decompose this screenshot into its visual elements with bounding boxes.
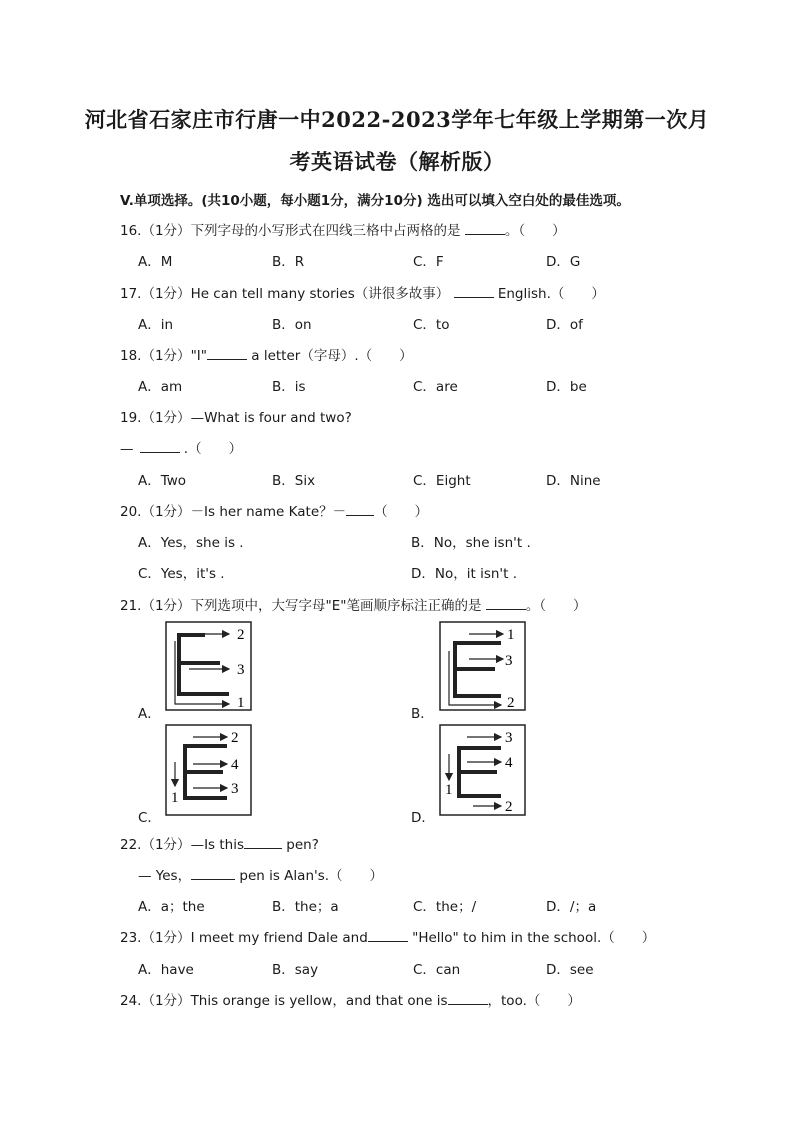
option-c: C．are [413, 379, 458, 395]
stroke-label: 3 [237, 662, 245, 678]
option-d: D．/；a [546, 899, 597, 915]
option-a: A．Two [138, 473, 187, 489]
option-b: B． [411, 706, 434, 722]
option-a: A．M [138, 254, 173, 270]
question-21: 21.（1分）下列选项中，大写字母"E"笔画顺序标注正确的是 。（ ） [120, 598, 587, 614]
option-d: D．G [546, 254, 581, 270]
answer-blank [140, 440, 180, 453]
option-a: A．am [138, 379, 183, 395]
stroke-label: 3 [231, 781, 239, 797]
option-b: B．No，she isn't . [411, 535, 531, 551]
option-a: A． [138, 706, 161, 722]
answer-blank [346, 503, 374, 516]
option-c: C． [138, 810, 161, 826]
option-b: B．is [272, 379, 306, 395]
question-17: 17.（1分）He can tell many stories（讲很多故事） English.（ ） [120, 286, 605, 302]
option-b: B．on [272, 317, 312, 333]
section-heading: V.单项选择。(共10小题，每小题1分，满分10分) 选出可以填入空白处的最佳选项。 [120, 193, 630, 209]
question-22: 22.（1分）—Is this pen? [120, 837, 319, 853]
option-d: D．see [546, 962, 594, 978]
stroke-order-figure-a [165, 621, 252, 711]
stroke-label: 1 [507, 627, 515, 643]
answer-blank [448, 992, 488, 1005]
answer-blank [191, 867, 235, 880]
stroke-label: 4 [505, 755, 513, 771]
stroke-order-figure-b [439, 621, 526, 711]
option-a: A．have [138, 962, 194, 978]
answer-blank [465, 222, 505, 235]
stroke-label: 1 [171, 790, 179, 806]
question-19: 19.（1分）—What is four and two? [120, 410, 352, 426]
option-a: A．Yes，she is . [138, 535, 244, 551]
answer-blank [368, 929, 408, 942]
option-c: C．to [413, 317, 450, 333]
option-a: A．in [138, 317, 174, 333]
option-b: B．the；a [272, 899, 339, 915]
option-c: C．F [413, 254, 444, 270]
option-c: C．the；/ [413, 899, 477, 915]
stroke-label: 4 [231, 757, 239, 773]
question-23: 23.（1分）I meet my friend Dale and "Hello" to him in the school.（ ） [120, 930, 656, 946]
option-c: C．Yes，it's . [138, 566, 225, 582]
stroke-label: 2 [231, 730, 239, 746]
stroke-label: 3 [505, 730, 513, 746]
option-d: D．Nine [546, 473, 601, 489]
page-title-line2: 考英语试卷（解析版） [289, 149, 505, 174]
stroke-label: 2 [507, 695, 515, 711]
question-16: 16.（1分）下列字母的小写形式在四线三格中占两格的是 。（ ） [120, 223, 566, 239]
option-c: C．can [413, 962, 461, 978]
option-d: D．of [546, 317, 583, 333]
stroke-order-figure-d [439, 724, 526, 816]
stroke-order-figure-c [165, 724, 252, 816]
option-b: B．say [272, 962, 319, 978]
option-a: A．a；the [138, 899, 205, 915]
stroke-label: 1 [445, 782, 453, 798]
page-title-line1: 河北省石家庄市行唐一中2022-2023学年七年级上学期第一次月 [84, 107, 710, 132]
stroke-label: 2 [237, 627, 245, 643]
answer-blank [454, 285, 494, 298]
answer-blank [486, 597, 526, 610]
option-d: D．No，it isn't . [411, 566, 518, 582]
stroke-label: 2 [505, 799, 513, 815]
question-19-answer-line: — .（ ） [120, 441, 243, 457]
option-b: B．Six [272, 473, 316, 489]
option-b: B．R [272, 254, 305, 270]
question-22-answer-line: — Yes， pen is Alan's.（ ） [138, 868, 384, 884]
answer-blank [207, 347, 247, 360]
stroke-label: 1 [237, 695, 245, 711]
option-c: C．Eight [413, 473, 471, 489]
question-20: 20.（1分）－Is her name Kate？－ （ ） [120, 504, 429, 520]
stroke-label: 3 [505, 653, 513, 669]
answer-blank [244, 836, 282, 849]
option-d: D． [411, 810, 435, 826]
question-18: 18.（1分）"I" a letter（字母）.（ ） [120, 348, 413, 364]
question-24: 24.（1分）This orange is yellow，and that one is ，too.（ ） [120, 993, 581, 1009]
option-d: D．be [546, 379, 587, 395]
